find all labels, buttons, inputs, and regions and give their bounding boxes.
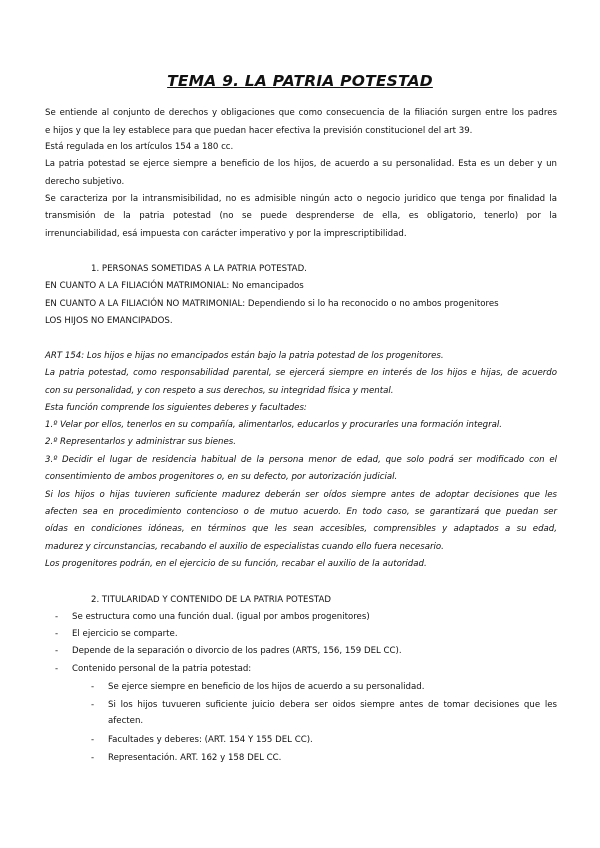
intro-line: transmisión de la patria potestad (no se puede desprenderse de ella, es obligatorio, tenerlo) por la <box>45 211 557 221</box>
intro-line: Se entiende al conjunto de derechos y obligaciones que como consecuencia de la filiación surgen entre los padres <box>45 108 557 118</box>
art154-line: afecten sea en procedimiento contencioso o de mutuo acuerdo. En todo caso, se garantizará que puedan ser <box>45 507 557 517</box>
sublist-bullet: - <box>91 682 95 692</box>
sublist-item: Facultades y deberes: (ART. 154 Y 155 DEL CC). <box>108 735 313 745</box>
list-item: El ejercicio se comparte. <box>72 629 178 639</box>
art154-line: madurez y circunstancias, recabando el auxilio de especialistas cuando ello fuera necesario. <box>45 542 444 552</box>
intro-line: e hijos y que la ley establece para que puedan hacer efectiva la previsión constitucionel del art 39. <box>45 126 473 136</box>
list-bullet: - <box>55 629 59 639</box>
section1-line: EN CUANTO A LA FILIACIÓN MATRIMONIAL: No emancipados <box>45 281 304 291</box>
art154-line: Los progenitores podrán, en el ejercicio de su función, recabar el auxilio de la autoridad. <box>45 559 427 569</box>
art154-line: oídas en condiciones idóneas, en términos que les sean accesibles, comprensibles y adaptados a su edad, <box>45 524 557 534</box>
sublist-item: Se ejerce siempre en beneficio de los hijos de acuerdo a su personalidad. <box>108 682 425 692</box>
list-bullet: - <box>55 612 59 622</box>
sublist-bullet: - <box>91 753 95 763</box>
sublist-bullet: - <box>91 700 95 710</box>
intro-line: irrenunciabilidad, esá impuesta con carácter imperativo y por la imprescriptibilidad. <box>45 229 407 239</box>
intro-line: derecho subjetivo. <box>45 177 125 187</box>
section1-line: EN CUANTO A LA FILIACIÓN NO MATRIMONIAL: Dependiendo si lo ha reconocido o no ambos progenitores <box>45 299 499 309</box>
art154-line: consentimiento de ambos progenitores o, en su defecto, por autorización judicial. <box>45 472 398 482</box>
intro-line: La patria potestad se ejerce siempre a beneficio de los hijos, de acuerdo a su personalidad. Esta es un deber y un <box>45 159 557 169</box>
list-bullet: - <box>55 646 59 656</box>
art154-line: con su personalidad, y con respeto a sus derechos, su integridad física y mental. <box>45 386 394 396</box>
section-heading-2: 2. TITULARIDAD Y CONTENIDO DE LA PATRIA POTESTAD <box>91 595 331 605</box>
sublist-item: Si los hijos tuvueren suficiente juicio debera ser oidos siempre antes de tomar decisiones que les <box>108 700 557 710</box>
section1-line: LOS HIJOS NO EMANCIPADOS. <box>45 316 173 326</box>
art154-line: La patria potestad, como responsabilidad parental, se ejercerá siempre en interés de los hijos e hijas, de acuerdo <box>45 368 557 378</box>
sublist-item-continuation: afecten. <box>108 716 144 726</box>
sublist-item: Representación. ART. 162 y 158 DEL CC. <box>108 753 282 763</box>
art154-line: ART 154: Los hijos e hijas no emancipados están bajo la patria potestad de los progenitores. <box>45 351 444 361</box>
intro-line: Está regulada en los artículos 154 a 180 cc. <box>45 142 234 152</box>
document-title: TEMA 9. LA PATRIA POTESTAD <box>167 72 433 90</box>
art154-line: 2.º Representarlos y administrar sus bienes. <box>45 437 236 447</box>
list-item: Contenido personal de la patria potestad: <box>72 664 252 674</box>
art154-line: 1.º Velar por ellos, tenerlos en su compañía, alimentarlos, educarlos y procurarles una formación integral. <box>45 420 503 430</box>
section-heading-1: 1. PERSONAS SOMETIDAS A LA PATRIA POTESTAD. <box>91 264 307 274</box>
art154-line: Esta función comprende los siguientes deberes y facultades: <box>45 403 307 413</box>
art154-line: 3.º Decidir el lugar de residencia habitual de la persona menor de edad, que solo podrá ser modificado con el <box>45 455 557 465</box>
sublist-bullet: - <box>91 735 95 745</box>
art154-line: Si los hijos o hijas tuvieren suficiente madurez deberán ser oídos siempre antes de adoptar decisiones que les <box>45 490 557 500</box>
list-item: Depende de la separación o divorcio de los padres (ARTS, 156, 159 DEL CC). <box>72 646 402 656</box>
list-bullet: - <box>55 664 59 674</box>
list-item: Se estructura como una función dual. (igual por ambos progenitores) <box>72 612 370 622</box>
intro-line: Se caracteriza por la intransmisibilidad, no es admisible ningún acto o negocio juridico que tenga por finalidad la <box>45 194 557 204</box>
